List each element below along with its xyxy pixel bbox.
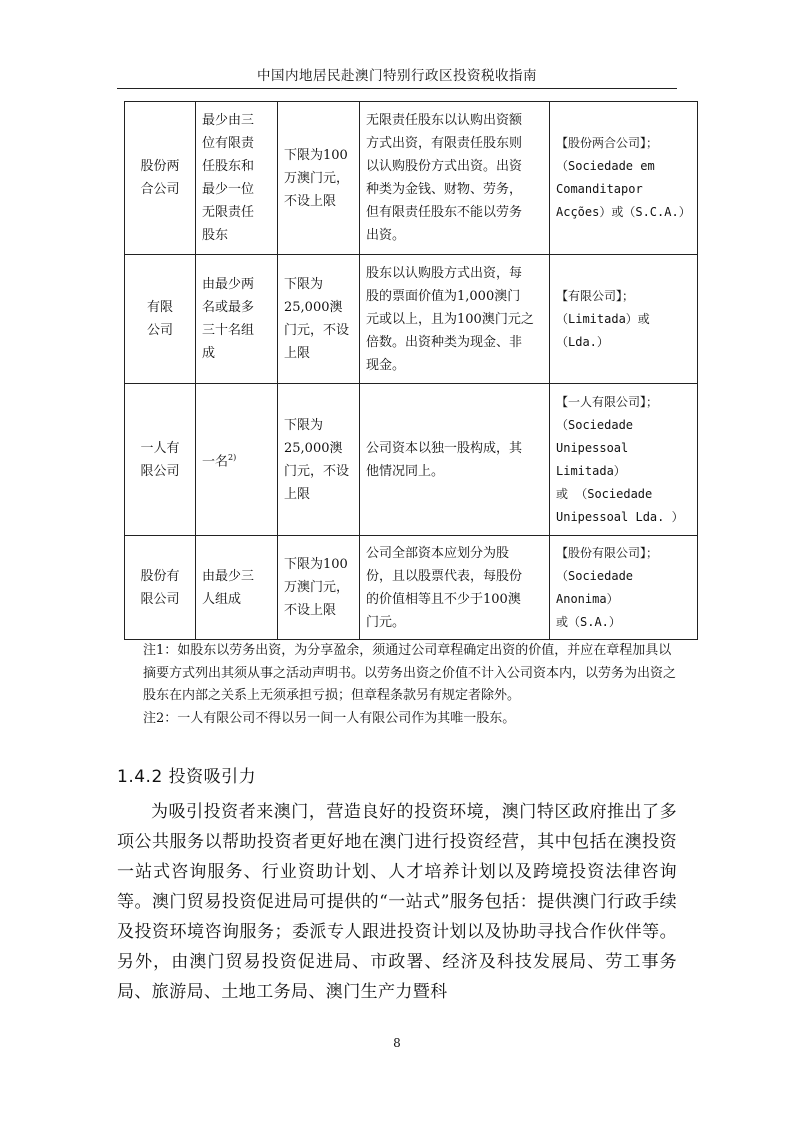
- body-paragraph: 为吸引投资者来澳门，营造良好的投资环境，澳门特区政府推出了多项公共服务以帮助投资者更好地在澳门进行投资经营，其中包括在澳投资一站式咨询服务、行业资助计划、人才培养计划以及跨境投资法律咨询等。澳门贸易投资促进局可提供的“一站式”服务包括：提供澳门行政手续及投资环境咨询服务；委派专人跟进投资计划以及协助寻找合作伙伴等。另外，由澳门贸易投资促进局、市政署、经济及科技发展局、劳工事务局、旅游局、土地工务局、澳门生产力暨科: [117, 802, 677, 1002]
- contribution-cell: 无限责任股东以认购出资额 方式出资，有限责任股东则 以认购股份方式出资。出资 种类为金钱、财物、劳务， 但有限责任股东不能以劳务 出资。: [360, 102, 550, 255]
- footnote-marker: 2): [228, 452, 237, 462]
- table-row: [125, 384, 698, 536]
- company-type-cell: 股份两 合公司: [125, 102, 196, 255]
- capital-cell: 下限为100 万澳门元， 不设上限: [278, 536, 360, 640]
- shareholders-cell: 由最少两 名或最多 三十名组 成: [196, 255, 278, 384]
- contribution-cell: 公司资本以独一股构成，其 他情况同上。: [360, 384, 550, 536]
- shareholders-cell: 最少由三 位有限责 任股东和 最少一位 无限责任 股东: [196, 102, 278, 255]
- capital-cell: 下限为 25,000澳 门元，不设 上限: [278, 384, 360, 536]
- shareholders-cell: [196, 384, 278, 536]
- note-2: 注2：一人有限公司不得以另一间一人有限公司作为其唯一股东。: [143, 710, 516, 726]
- contribution-cell: 公司全部资本应划分为股 份，且以股票代表，每股份 的价值相等且不少于100澳 门元。: [360, 536, 550, 640]
- company-name-cell: 【股份有限公司】； （Sociedade Anonima） 或（S.A.）: [550, 536, 698, 640]
- table-row: [125, 255, 698, 384]
- company-type-cell: 股份有 限公司: [125, 536, 196, 640]
- table-row: [125, 102, 698, 255]
- page-number: 8: [393, 1036, 401, 1050]
- company-name-cell: 【股份两合公司】； （Sociedade em Comanditapor Acções）或（S.C.A.）: [550, 102, 698, 255]
- shareholders-cell: 由最少三 人组成: [196, 536, 278, 640]
- capital-cell: 下限为100 万澳门元， 不设上限: [278, 102, 360, 255]
- company-name-cell: 【一人有限公司】； （Sociedade Unipessoal Limitada） 或 （Sociedade Unipessoal Lda. ）: [550, 384, 698, 536]
- company-type-cell: 有限 公司: [125, 255, 196, 384]
- capital-cell: 下限为 25,000澳 门元，不设 上限: [278, 255, 360, 384]
- section-heading: 1.4.2 投资吸引力: [117, 767, 257, 787]
- shareholders-text: 一名: [202, 454, 229, 470]
- contribution-cell: 股东以认购股方式出资，每 股的票面价值为1,000澳门 元或以上，且为100澳门元之 倍数。出资种类为现金、非 现金。: [360, 255, 550, 384]
- running-header: 中国内地居民赴澳门特别行政区投资税收指南: [257, 68, 537, 84]
- table-notes: [117, 640, 677, 730]
- note-1: 注1：如股东以劳务出资，为分享盈余，须通过公司章程确定出资的价值，并应在章程加具以摘要方式列出其须从事之活动声明书。以劳务出资之价值不计入公司资本内，以劳务为出资之股东在内部之关系上无须承担亏损；但章程条款另有规定者除外。: [143, 643, 677, 703]
- company-types-table: [124, 101, 698, 640]
- header-rule: [117, 88, 677, 89]
- table-row: [125, 536, 698, 640]
- company-name-cell: 【有限公司】； （Limitada）或 （Lda.）: [550, 255, 698, 384]
- company-type-cell: 一人有 限公司: [125, 384, 196, 536]
